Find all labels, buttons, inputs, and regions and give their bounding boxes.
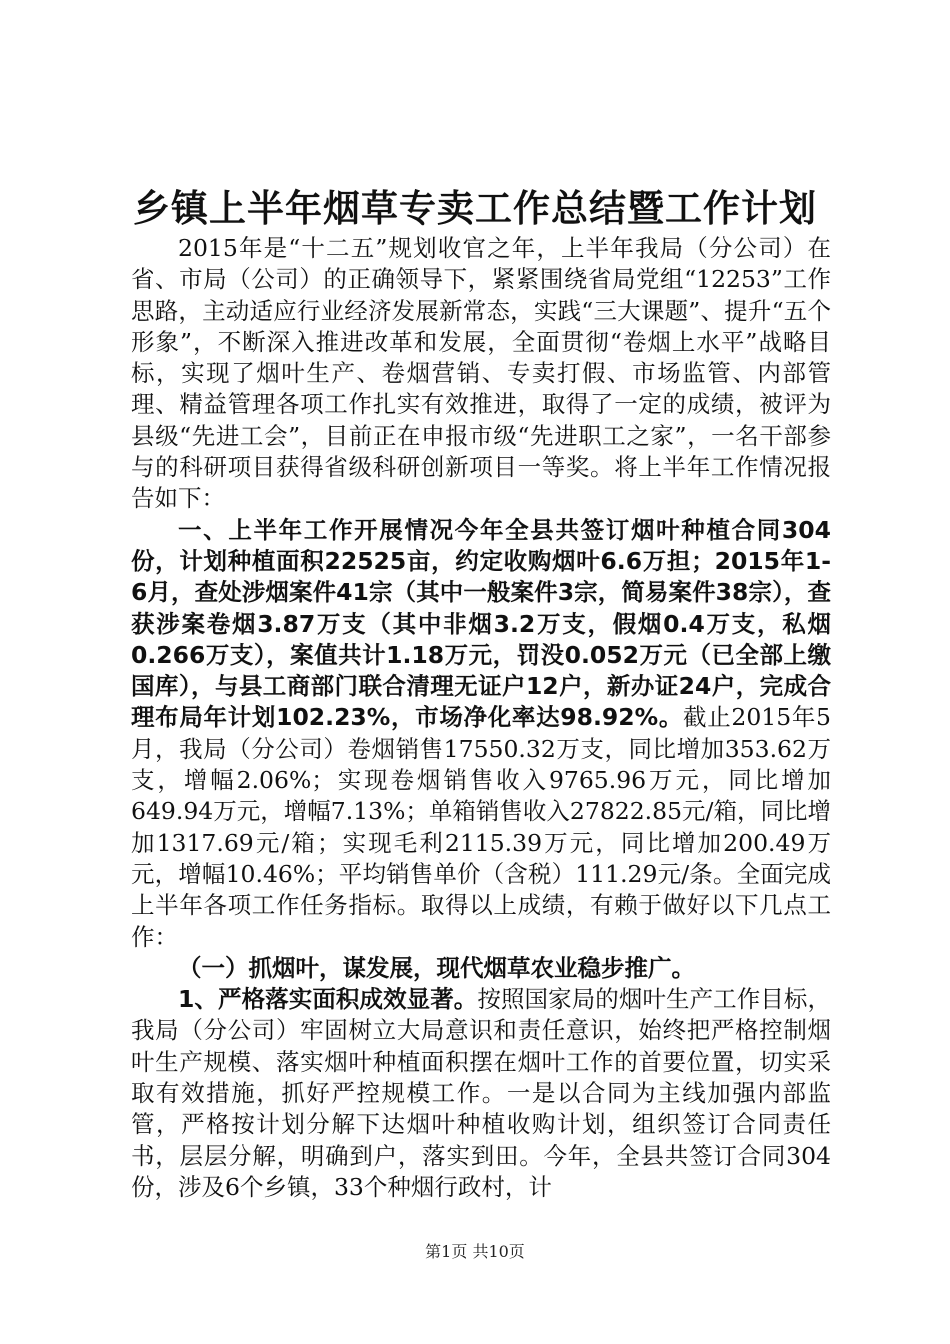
document-title: 乡镇上半年烟草专卖工作总结暨工作计划 [133, 187, 817, 230]
item-1-paragraph [131, 984, 831, 1203]
intro-paragraph: 2015年是“十二五”规划收官之年，上半年我局（分公司）在省、市局（公司）的正确领导下，紧紧围绕省局党组“12253”工作思路，主动适应行业经济发展新常态，实践“三大课题”、提升“五个形象”，不断深入推进改革和发展，全面贯彻“卷烟上水平”战略目标，实现了烟叶生产、卷烟营销、专卖打假、市场监管、内部管理、精益管理各项工作扎实有效推进，取得了一定的成绩，被评为县级“先进工会”，目前正在申报市级“先进职工之家”，一名干部参与的科研项目获得省级科研创新项目一等奖。将上半年工作情况报告如下： [131, 234, 831, 513]
section-1-body: 截止2015年5月，我局（分公司）卷烟销售17550.32万支，同比增加353.62万支，增幅2.06%；实现卷烟销售收入9765.96万元，同比增加649.94万元，增幅7.13%；单箱销售收入27822.85元/箱，同比增加1317.69元/箱；实现毛利2115.39万元，同比增加200.49万元，增幅10.46%；平均销售单价（含税）111.29元/条。全面完成上半年各项工作任务指标。取得以上成绩，有赖于做好以下几点工作： [131, 703, 831, 951]
document-body [131, 233, 831, 1203]
section-1-heading: 一、上半年工作开展情况今年全县共签订烟叶种植合同304份，计划种植面积22525亩，约定收购烟叶6.6万担；2015年1-6月，查处涉烟案件41宗（其中一般案件3宗，简易案件38宗），查获涉案卷烟3.87万支（其中非烟3.2万支，假烟0.4万支，私烟0.266万支），案值共计1.18万元，罚没0.052万元（已全部上缴国库），与县工商部门联合清理无证户12户，新办证24户，完成合理布局年计划102.23%，市场净化率达98.92%。 [131, 515, 831, 732]
page-number-footer: 第1页 共10页 [425, 1242, 525, 1261]
item-1-body: 按照国家局的烟叶生产工作目标，我局（分公司）牢固树立大局意识和责任意识，始终把严格控制烟叶生产规模、落实烟叶种植面积摆在烟叶工作的首要位置，切实采取有效措施，抓好严控规模工作。一是以合同为主线加强内部监管，严格按计划分解下达烟叶种植收购计划，组织签订合同责任书，层层分解，明确到户，落实到田。今年，全县共签订合同304份，涉及6个乡镇，33个种烟行政村，计 [131, 985, 832, 1201]
subsection-1-heading: （一）抓烟叶，谋发展，现代烟草农业稳步推广。 [178, 953, 695, 982]
item-1-heading: 1、严格落实面积成效显著。 [178, 985, 478, 1014]
section-1-paragraph [131, 515, 831, 953]
